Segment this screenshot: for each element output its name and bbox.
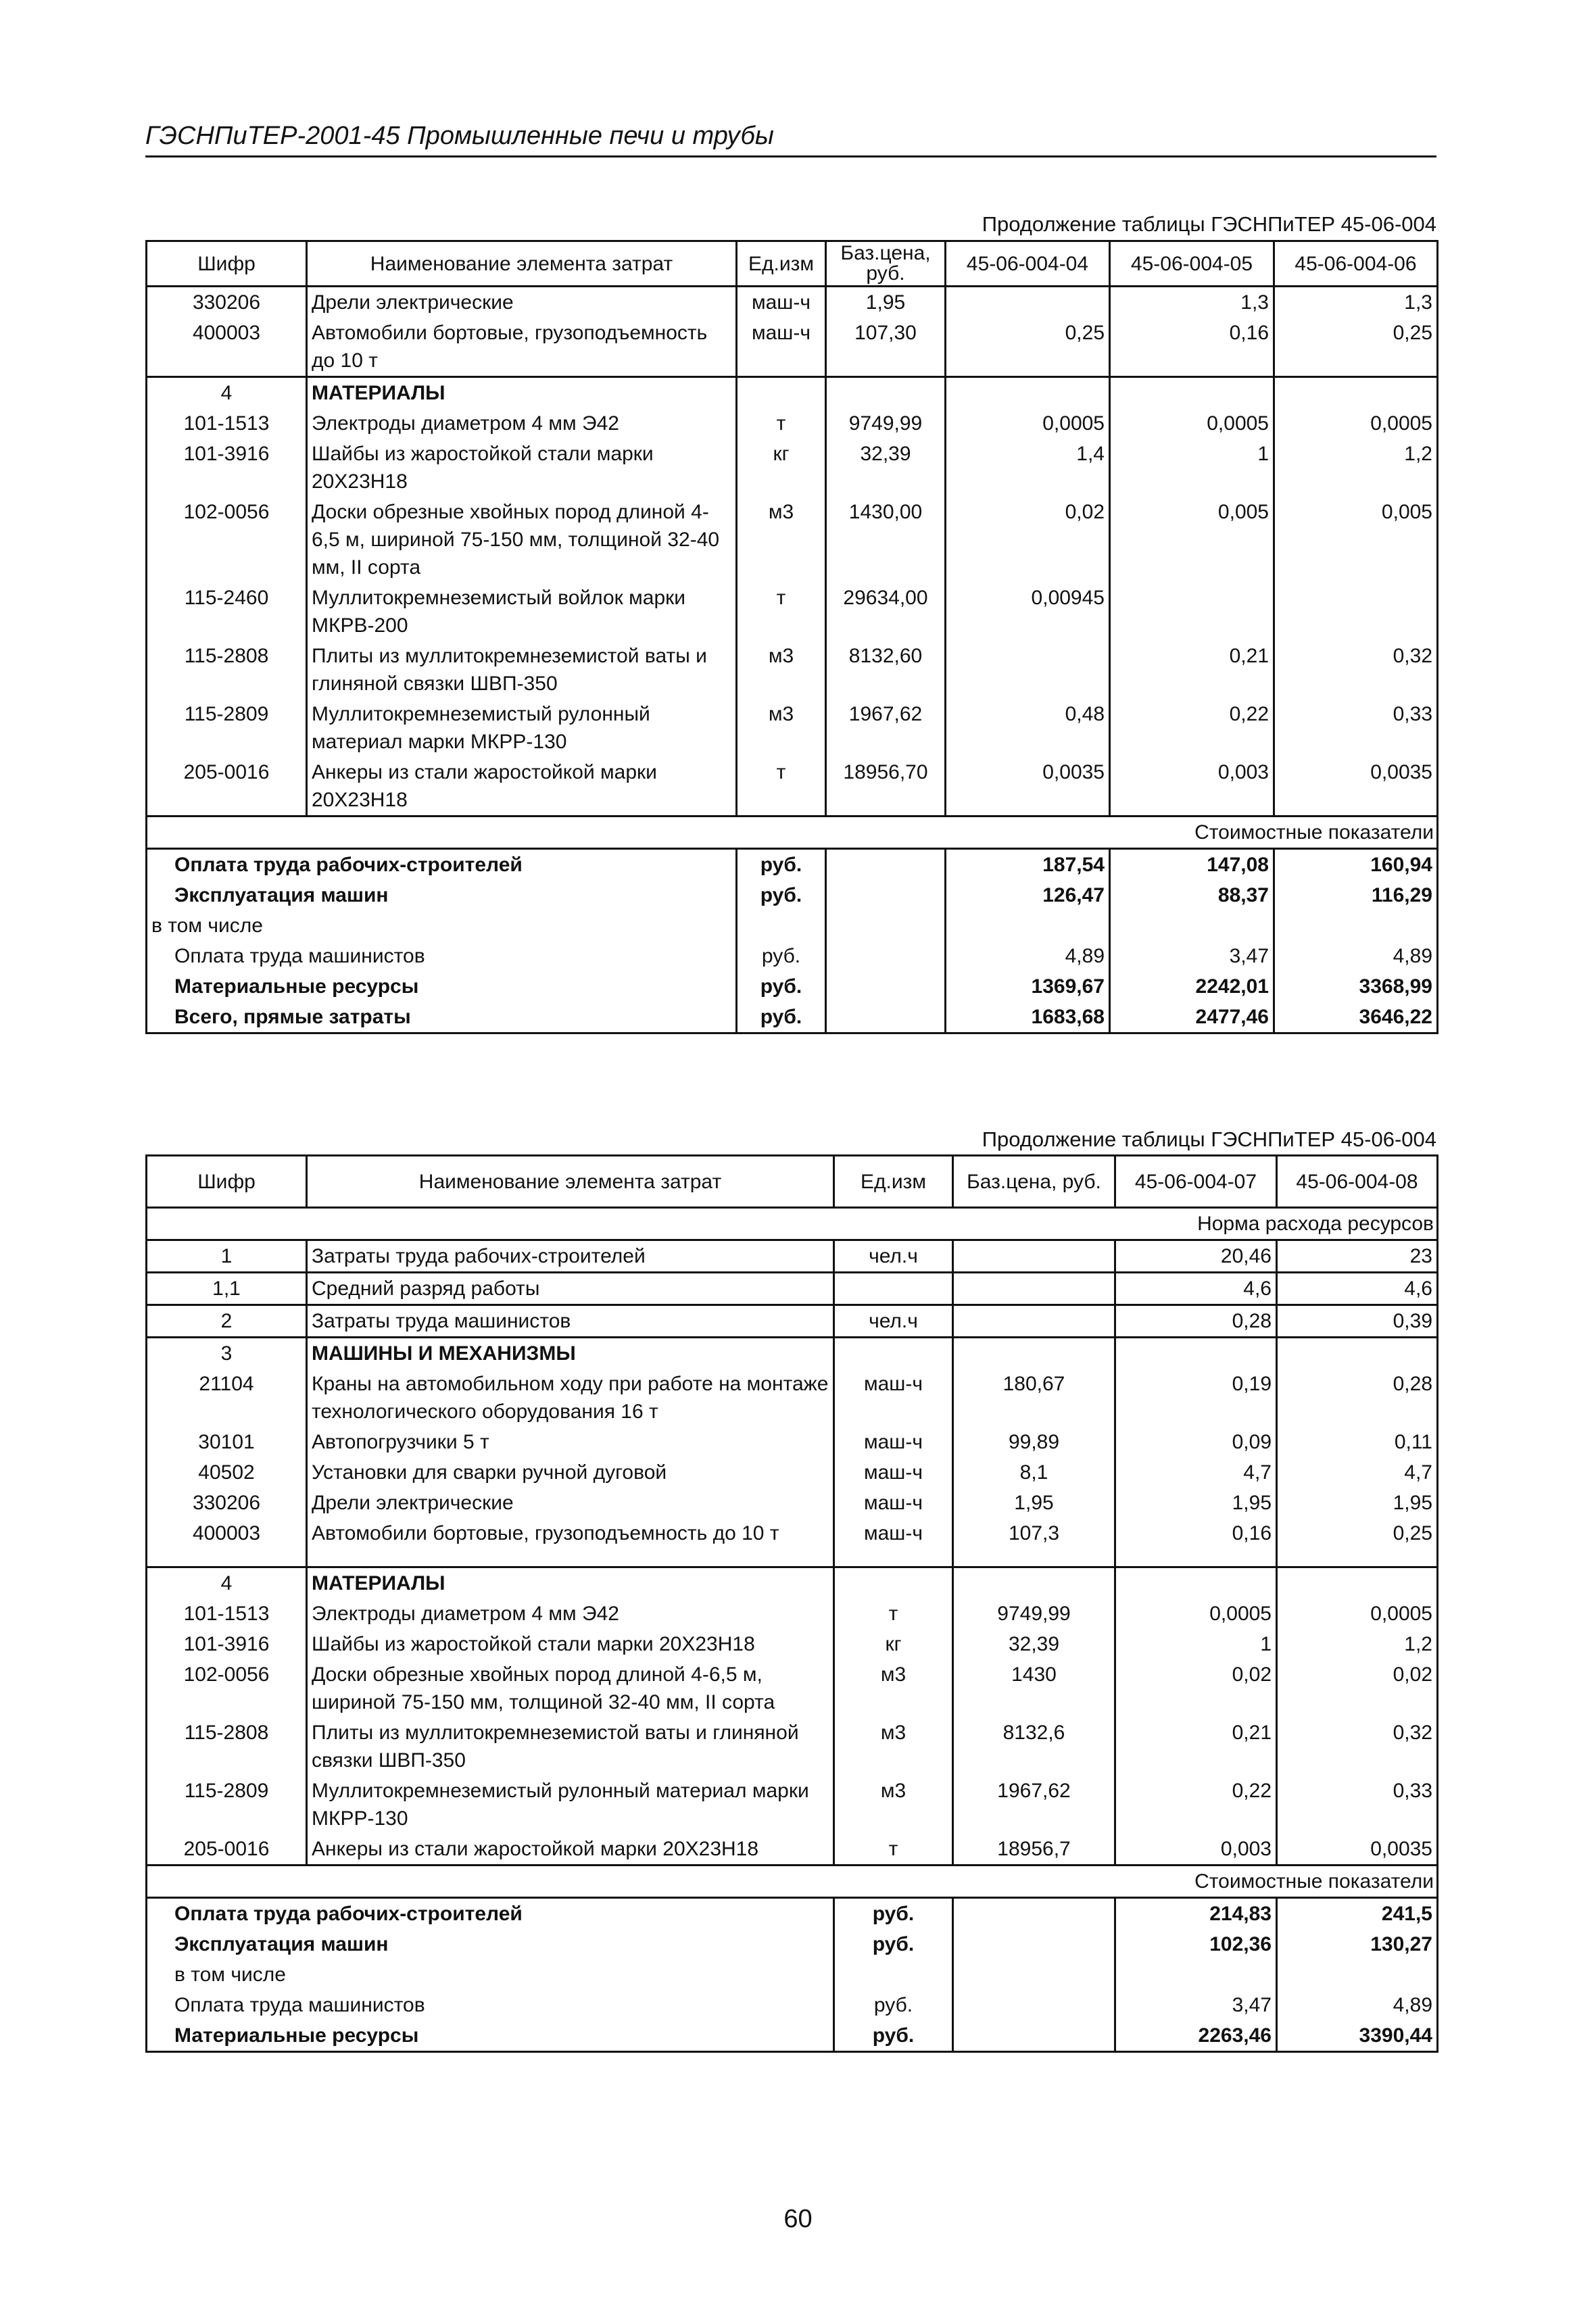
unit-cell: т bbox=[737, 408, 826, 439]
code-cell: 3 bbox=[147, 1338, 307, 1369]
unit-cell: м3 bbox=[834, 1717, 953, 1776]
code-cell: 330206 bbox=[147, 287, 307, 318]
cost-value: 147,08 bbox=[1110, 849, 1274, 881]
table1-caption: Продолжение таблицы ГЭСНПиТЕР 45-06-004 bbox=[982, 212, 1436, 236]
code-cell: 115-2808 bbox=[147, 641, 307, 699]
cost-value: 2242,01 bbox=[1110, 971, 1274, 1002]
price-cell: 8132,6 bbox=[953, 1717, 1115, 1776]
value-cell: 0,11 bbox=[1277, 1427, 1438, 1457]
cost-value: 4,89 bbox=[1274, 941, 1438, 971]
cost-unit: руб. bbox=[834, 1898, 953, 1930]
value-cell: 0,28 bbox=[1115, 1305, 1277, 1338]
header-cell: Баз.цена, руб. bbox=[826, 241, 946, 287]
unit-cell bbox=[834, 1273, 953, 1305]
table2-header-row bbox=[147, 1156, 1438, 1208]
value-cell: 23 bbox=[1277, 1240, 1438, 1273]
value-cell: 0,0035 bbox=[946, 757, 1110, 817]
cost-value: 2263,46 bbox=[1115, 2020, 1277, 2052]
price-cell: 1430 bbox=[953, 1659, 1115, 1717]
name-cell: Шайбы из жаростойкой стали марки 20Х23Н18 bbox=[307, 439, 737, 497]
code-cell: 400003 bbox=[147, 318, 307, 377]
code-cell: 115-2460 bbox=[147, 583, 307, 641]
unit-cell: чел.ч bbox=[834, 1240, 953, 1273]
cost-unit: руб. bbox=[834, 2020, 953, 2052]
cost-value: 187,54 bbox=[946, 849, 1110, 881]
name-cell: Затраты труда машинистов bbox=[307, 1305, 834, 1338]
value-cell: 0,0035 bbox=[1277, 1834, 1438, 1866]
value-cell: 0,39 bbox=[1277, 1305, 1438, 1338]
table-row bbox=[147, 1834, 1438, 1866]
value-cell: 0,16 bbox=[1110, 318, 1274, 377]
cost-value: 1683,68 bbox=[946, 1002, 1110, 1033]
cost-unit: руб. bbox=[834, 1929, 953, 1959]
cost-label: Оплата труда рабочих-строителей bbox=[147, 849, 737, 881]
cost-row bbox=[147, 1929, 1438, 1959]
table-row bbox=[147, 1599, 1438, 1629]
value-cell: 4,7 bbox=[1115, 1457, 1277, 1488]
value-cell: 0,32 bbox=[1277, 1717, 1438, 1776]
unit-cell: маш-ч bbox=[737, 318, 826, 377]
table-row bbox=[147, 439, 1438, 497]
cost-label: Материальные ресурсы bbox=[147, 2020, 834, 2052]
cost-value: 160,94 bbox=[1274, 849, 1438, 881]
value-cell: 4,6 bbox=[1277, 1273, 1438, 1305]
name-cell: Дрели электрические bbox=[307, 287, 737, 318]
cost-value bbox=[1277, 1959, 1438, 1990]
header-cell: Шифр bbox=[147, 1156, 307, 1208]
value-cell: 0,02 bbox=[946, 497, 1110, 583]
price-cell: 107,30 bbox=[826, 318, 946, 377]
cost-label: Всего, прямые затраты bbox=[147, 1002, 737, 1033]
value-cell: 0,003 bbox=[1110, 757, 1274, 817]
cost-value: 3390,44 bbox=[1277, 2020, 1438, 2052]
unit-cell: м3 bbox=[737, 641, 826, 699]
value-cell: 1,4 bbox=[946, 439, 1110, 497]
price-cell: 99,89 bbox=[953, 1427, 1115, 1457]
cost-band-row bbox=[147, 817, 1438, 849]
value-cell: 0,005 bbox=[1274, 497, 1438, 583]
value-cell: 0,09 bbox=[1115, 1427, 1277, 1457]
unit-cell: т bbox=[834, 1599, 953, 1629]
table-row bbox=[147, 641, 1438, 699]
code-cell: 101-3916 bbox=[147, 439, 307, 497]
unit-cell: маш-ч bbox=[834, 1518, 953, 1549]
cost-row bbox=[147, 910, 1438, 941]
cost-value: 4,89 bbox=[1277, 1990, 1438, 2020]
cost-value: 88,37 bbox=[1110, 880, 1274, 910]
name-cell: Электроды диаметром 4 мм Э42 bbox=[307, 408, 737, 439]
cost-row bbox=[147, 971, 1438, 1002]
cost-value: 116,29 bbox=[1274, 880, 1438, 910]
price-cell: 1967,62 bbox=[826, 699, 946, 757]
section-title: МАШИНЫ И МЕХАНИЗМЫ bbox=[307, 1338, 834, 1369]
value-cell: 0,25 bbox=[946, 318, 1110, 377]
value-cell: 0,22 bbox=[1115, 1776, 1277, 1834]
name-cell: Установки для сварки ручной дуговой bbox=[307, 1457, 834, 1488]
value-cell: 0,0005 bbox=[1115, 1599, 1277, 1629]
table-row bbox=[147, 583, 1438, 641]
name-cell: Доски обрезные хвойных пород длиной 4-6,5 м, шириной 75-150 мм, толщиной 32-40 мм, II сорта bbox=[307, 497, 737, 583]
value-cell: 0,22 bbox=[1110, 699, 1274, 757]
table-row bbox=[147, 1776, 1438, 1834]
cost-label: Оплата труда машинистов bbox=[147, 1990, 834, 2020]
table-row bbox=[147, 699, 1438, 757]
value-cell: 0,48 bbox=[946, 699, 1110, 757]
value-cell: 1 bbox=[1115, 1629, 1277, 1659]
name-cell: Анкеры из стали жаростойкой марки 20Х23Н18 bbox=[307, 757, 737, 817]
price-cell: 18956,70 bbox=[826, 757, 946, 817]
table-row bbox=[147, 1518, 1438, 1549]
price-cell: 107,3 bbox=[953, 1518, 1115, 1549]
cost-label: Оплата труда рабочих-строителей bbox=[147, 1898, 834, 1930]
norm-band-row bbox=[147, 1208, 1438, 1240]
cost-value bbox=[946, 910, 1110, 941]
name-cell: Шайбы из жаростойкой стали марки 20Х23Н18 bbox=[307, 1629, 834, 1659]
name-cell: Автомобили бортовые, грузоподъемность до 10 т bbox=[307, 318, 737, 377]
price-cell: 8132,60 bbox=[826, 641, 946, 699]
value-cell: 4,6 bbox=[1115, 1273, 1277, 1305]
table-row bbox=[147, 1717, 1438, 1776]
cost-band-row bbox=[147, 1866, 1438, 1898]
code-cell: 205-0016 bbox=[147, 757, 307, 817]
code-cell: 330206 bbox=[147, 1488, 307, 1518]
cost-row bbox=[147, 1898, 1438, 1930]
header-cell: Наименование элемента затрат bbox=[307, 1156, 834, 1208]
price-cell: 1430,00 bbox=[826, 497, 946, 583]
spacer-row bbox=[147, 1549, 1438, 1567]
name-cell: Плиты из муллитокремнеземистой ваты и глиняной связки ШВП-350 bbox=[307, 1717, 834, 1776]
price-cell bbox=[953, 1273, 1115, 1305]
value-cell: 1,2 bbox=[1274, 439, 1438, 497]
value-cell: 1 bbox=[1110, 439, 1274, 497]
price-cell: 1,95 bbox=[953, 1488, 1115, 1518]
code-cell: 1,1 bbox=[147, 1273, 307, 1305]
table-row bbox=[147, 318, 1438, 377]
cost-unit bbox=[834, 1959, 953, 1990]
price-cell: 9749,99 bbox=[953, 1599, 1115, 1629]
price-cell: 18956,7 bbox=[953, 1834, 1115, 1866]
name-cell: Анкеры из стали жаростойкой марки 20Х23Н18 bbox=[307, 1834, 834, 1866]
page-number: 60 bbox=[783, 2205, 813, 2233]
value-cell: 0,33 bbox=[1274, 699, 1438, 757]
cost-value: 214,83 bbox=[1115, 1898, 1277, 1930]
value-cell: 0,0005 bbox=[946, 408, 1110, 439]
code-cell: 115-2808 bbox=[147, 1717, 307, 1776]
value-cell: 0,16 bbox=[1115, 1518, 1277, 1549]
value-cell: 0,21 bbox=[1115, 1717, 1277, 1776]
header-cell: Наименование элемента затрат bbox=[307, 241, 737, 287]
table2 bbox=[145, 1154, 1438, 2053]
unit-cell: м3 bbox=[737, 699, 826, 757]
unit-cell: маш-ч bbox=[834, 1427, 953, 1457]
unit-cell: чел.ч bbox=[834, 1305, 953, 1338]
cost-label: Материальные ресурсы bbox=[147, 971, 737, 1002]
code-cell: 115-2809 bbox=[147, 1776, 307, 1834]
unit-cell: маш-ч bbox=[737, 287, 826, 318]
cost-row bbox=[147, 880, 1438, 910]
code-cell: 1 bbox=[147, 1240, 307, 1273]
value-cell: 0,02 bbox=[1277, 1659, 1438, 1717]
value-cell: 0,33 bbox=[1277, 1776, 1438, 1834]
name-cell: Доски обрезные хвойных пород длиной 4-6,5 м, шириной 75-150 мм, толщиной 32-40 мм, II сорта bbox=[307, 1659, 834, 1717]
code-cell: 115-2809 bbox=[147, 699, 307, 757]
header-cell: 45-06-004-08 bbox=[1277, 1156, 1438, 1208]
cost-value: 130,27 bbox=[1277, 1929, 1438, 1959]
value-cell: 1,95 bbox=[1115, 1488, 1277, 1518]
code-cell: 4 bbox=[147, 1567, 307, 1599]
code-cell: 2 bbox=[147, 1305, 307, 1338]
value-cell: 0,02 bbox=[1115, 1659, 1277, 1717]
value-cell: 0,25 bbox=[1274, 318, 1438, 377]
code-cell: 400003 bbox=[147, 1518, 307, 1549]
unit-cell: т bbox=[737, 583, 826, 641]
header-cell: 45-06-004-04 bbox=[946, 241, 1110, 287]
price-cell: 9749,99 bbox=[826, 408, 946, 439]
price-cell: 32,39 bbox=[826, 439, 946, 497]
header-cell: 45-06-004-07 bbox=[1115, 1156, 1277, 1208]
table1-header-row bbox=[147, 241, 1438, 287]
section-row-materials bbox=[147, 377, 1438, 409]
cost-value: 3368,99 bbox=[1274, 971, 1438, 1002]
value-cell: 0,0035 bbox=[1274, 757, 1438, 817]
name-cell: Краны на автомобильном ходу при работе на монтаже технологического оборудования 16 т bbox=[307, 1369, 834, 1427]
code-cell: 101-3916 bbox=[147, 1629, 307, 1659]
value-cell: 0,0005 bbox=[1274, 408, 1438, 439]
cost-label: Оплата труда машинистов bbox=[147, 941, 737, 971]
price-cell: 32,39 bbox=[953, 1629, 1115, 1659]
table-row bbox=[147, 1488, 1438, 1518]
cost-label: Эксплуатация машин bbox=[147, 880, 737, 910]
name-cell: Электроды диаметром 4 мм Э42 bbox=[307, 1599, 834, 1629]
cost-value bbox=[1110, 910, 1274, 941]
code-cell: 102-0056 bbox=[147, 497, 307, 583]
value-cell: 1,95 bbox=[1277, 1488, 1438, 1518]
header-cell: Ед.изм bbox=[834, 1156, 953, 1208]
cost-value bbox=[1274, 910, 1438, 941]
value-cell: 0,0005 bbox=[1110, 408, 1274, 439]
code-cell: 101-1513 bbox=[147, 1599, 307, 1629]
cost-unit: руб. bbox=[834, 1990, 953, 2020]
table-row bbox=[147, 287, 1438, 318]
cost-unit: руб. bbox=[737, 971, 826, 1002]
table-row bbox=[147, 408, 1438, 439]
cost-value: 4,89 bbox=[946, 941, 1110, 971]
section-row-materials bbox=[147, 1567, 1438, 1599]
cost-value: 1369,67 bbox=[946, 971, 1110, 1002]
unit-cell: м3 bbox=[834, 1659, 953, 1717]
value-cell: 0,32 bbox=[1274, 641, 1438, 699]
table-row bbox=[147, 1457, 1438, 1488]
header-cell: Шифр bbox=[147, 241, 307, 287]
value-cell: 0,25 bbox=[1277, 1518, 1438, 1549]
cost-unit: руб. bbox=[737, 849, 826, 881]
cost-unit: руб. bbox=[737, 941, 826, 971]
cost-band-label: Стоимостные показатели bbox=[147, 1866, 1438, 1898]
code-cell: 30101 bbox=[147, 1427, 307, 1457]
unit-cell: т bbox=[834, 1834, 953, 1866]
price-cell: 1,95 bbox=[826, 287, 946, 318]
cost-label: в том числе bbox=[147, 1959, 834, 1990]
unit-cell: кг bbox=[834, 1629, 953, 1659]
cost-row bbox=[147, 1990, 1438, 2020]
name-cell: Муллитокремнеземистый рулонный материал марки МКРР-130 bbox=[307, 1776, 834, 1834]
header-cell: Баз.цена, руб. bbox=[953, 1156, 1115, 1208]
code-cell: 4 bbox=[147, 377, 307, 409]
unit-cell: маш-ч bbox=[834, 1488, 953, 1518]
cost-value: 3,47 bbox=[1115, 1990, 1277, 2020]
price-cell: 29634,00 bbox=[826, 583, 946, 641]
table-row bbox=[147, 1629, 1438, 1659]
price-cell bbox=[953, 1305, 1115, 1338]
value-cell: 0,003 bbox=[1115, 1834, 1277, 1866]
table-row bbox=[147, 1427, 1438, 1457]
name-cell: Муллитокремнеземистый войлок марки МКРВ-200 bbox=[307, 583, 737, 641]
table-row bbox=[147, 1240, 1438, 1273]
header-cell: 45-06-004-06 bbox=[1274, 241, 1438, 287]
table-row bbox=[147, 1659, 1438, 1717]
section-title: МАТЕРИАЛЫ bbox=[307, 1567, 834, 1599]
cost-unit: руб. bbox=[737, 1002, 826, 1033]
value-cell bbox=[946, 641, 1110, 699]
code-cell: 21104 bbox=[147, 1369, 307, 1427]
code-cell: 205-0016 bbox=[147, 1834, 307, 1866]
table-row bbox=[147, 497, 1438, 583]
value-cell: 1,2 bbox=[1277, 1629, 1438, 1659]
cost-row bbox=[147, 1002, 1438, 1033]
unit-cell: м3 bbox=[834, 1776, 953, 1834]
cost-value: 3646,22 bbox=[1274, 1002, 1438, 1033]
value-cell: 0,19 bbox=[1115, 1369, 1277, 1427]
name-cell: Автопогрузчики 5 т bbox=[307, 1427, 834, 1457]
value-cell: 1,3 bbox=[1274, 287, 1438, 318]
unit-cell: т bbox=[737, 757, 826, 817]
table1 bbox=[145, 240, 1438, 1034]
price-cell: 180,67 bbox=[953, 1369, 1115, 1427]
header-cell: 45-06-004-05 bbox=[1110, 241, 1274, 287]
value-cell: 0,0005 bbox=[1277, 1599, 1438, 1629]
price-cell: 1967,62 bbox=[953, 1776, 1115, 1834]
name-cell: Затраты труда рабочих-строителей bbox=[307, 1240, 834, 1273]
code-cell: 101-1513 bbox=[147, 408, 307, 439]
value-cell bbox=[946, 287, 1110, 318]
value-cell: 4,7 bbox=[1277, 1457, 1438, 1488]
value-cell bbox=[1274, 583, 1438, 641]
table-row bbox=[147, 1369, 1438, 1427]
cost-value: 126,47 bbox=[946, 880, 1110, 910]
cost-value: 2477,46 bbox=[1110, 1002, 1274, 1033]
cost-row bbox=[147, 849, 1438, 881]
cost-unit: руб. bbox=[737, 880, 826, 910]
price-cell: 8,1 bbox=[953, 1457, 1115, 1488]
value-cell: 1,3 bbox=[1110, 287, 1274, 318]
cost-value: 102,36 bbox=[1115, 1929, 1277, 1959]
header-cell: Ед.изм bbox=[737, 241, 826, 287]
value-cell: 0,005 bbox=[1110, 497, 1274, 583]
name-cell: Автомобили бортовые, грузоподъемность до 10 т bbox=[307, 1518, 834, 1549]
value-cell: 0,21 bbox=[1110, 641, 1274, 699]
code-cell: 102-0056 bbox=[147, 1659, 307, 1717]
name-cell: Муллитокремнеземистый рулонный материал марки МКРР-130 bbox=[307, 699, 737, 757]
unit-cell: маш-ч bbox=[834, 1457, 953, 1488]
unit-cell: м3 bbox=[737, 497, 826, 583]
name-cell: Средний разряд работы bbox=[307, 1273, 834, 1305]
norm-band-label: Норма расхода ресурсов bbox=[147, 1208, 1438, 1240]
section-title: МАТЕРИАЛЫ bbox=[307, 377, 737, 409]
table-row bbox=[147, 1305, 1438, 1338]
price-cell bbox=[953, 1240, 1115, 1273]
cost-unit bbox=[737, 910, 826, 941]
cost-value: 3,47 bbox=[1110, 941, 1274, 971]
cost-band-label: Стоимостные показатели bbox=[147, 817, 1438, 849]
cost-row bbox=[147, 941, 1438, 971]
table-row bbox=[147, 1273, 1438, 1305]
cost-label: в том числе bbox=[147, 910, 737, 941]
cost-row bbox=[147, 2020, 1438, 2052]
cost-value bbox=[1115, 1959, 1277, 1990]
section-row-machines bbox=[147, 1338, 1438, 1369]
cost-row bbox=[147, 1959, 1438, 1990]
code-cell: 40502 bbox=[147, 1457, 307, 1488]
table2-caption: Продолжение таблицы ГЭСНПиТЕР 45-06-004 bbox=[982, 1127, 1436, 1151]
value-cell: 20,46 bbox=[1115, 1240, 1277, 1273]
page-header: ГЭСНПиТЕР-2001-45 Промышленные печи и трубы bbox=[145, 116, 1436, 157]
value-cell: 0,00945 bbox=[946, 583, 1110, 641]
table-row bbox=[147, 757, 1438, 817]
name-cell: Плиты из муллитокремнеземистой ваты и глиняной связки ШВП-350 bbox=[307, 641, 737, 699]
cost-value: 241,5 bbox=[1277, 1898, 1438, 1930]
cost-label: Эксплуатация машин bbox=[147, 1929, 834, 1959]
unit-cell: маш-ч bbox=[834, 1369, 953, 1427]
value-cell: 0,28 bbox=[1277, 1369, 1438, 1427]
unit-cell: кг bbox=[737, 439, 826, 497]
name-cell: Дрели электрические bbox=[307, 1488, 834, 1518]
value-cell bbox=[1110, 583, 1274, 641]
